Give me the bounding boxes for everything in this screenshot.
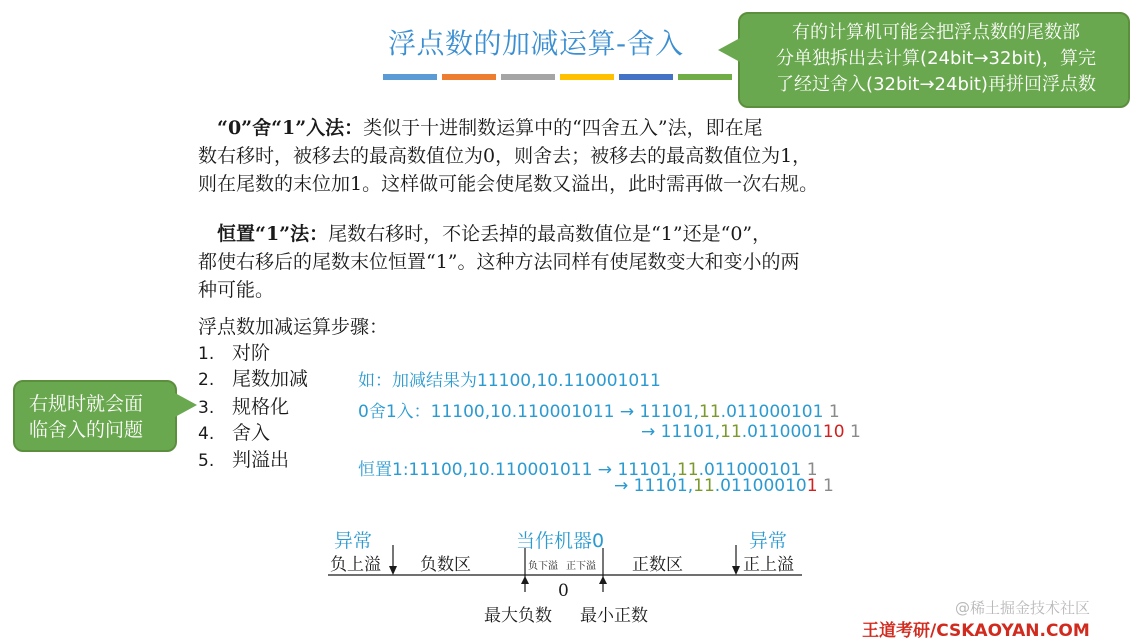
machine-zero-label: 当作机器0 [516, 530, 605, 552]
example-row-round-result [641, 422, 861, 442]
example-dropped-bit: 1 [844, 422, 861, 442]
example-dropped-bit: 1 [817, 476, 834, 496]
example-mantissa: .011000101 [698, 460, 807, 480]
step-number: 3. [198, 398, 215, 418]
callout-top-line: 有的计算机可能会把浮点数的尾数部 [792, 22, 1080, 43]
color-bar-segment [560, 74, 614, 80]
example-sign-bits: 11 [699, 402, 721, 422]
step-number: 4. [198, 424, 215, 444]
step-item [198, 445, 289, 472]
example-mantissa: .011000101 [720, 402, 829, 422]
example-changed-bits: 10 [822, 422, 845, 442]
positive-region-label: 正数区 [632, 555, 683, 575]
callout-top-line: 分单独拆出去计算(24bit→32bit)，算完 [776, 48, 1096, 69]
color-bar-segment [619, 74, 673, 80]
paragraph-always-one [198, 220, 918, 304]
example-intro: 如：加减结果为11100,10.110001011 [358, 371, 661, 391]
paragraph-round-half [198, 114, 918, 198]
arrow-right-icon: → [614, 476, 634, 496]
paragraph-text: 都使右移后的尾数末位恒置“1”。这种方法同样有使尾数变大和变小的两 [198, 251, 800, 273]
paragraph-text: 数右移时，被移去的最高数值位为0，则舍去；被移去的最高数值位为1， [198, 145, 812, 167]
example-sign-bits: 11 [676, 460, 699, 480]
step-label: 对阶 [232, 342, 271, 364]
paragraph-heading: “0”舍“1”入法： [217, 117, 364, 139]
example-sign-bits: 11 [693, 476, 715, 496]
step-label: 尾数加减 [232, 368, 309, 390]
step-item [198, 418, 270, 445]
paragraph-text: 类似于十进制数运算中的“四舍五入”法，即在尾 [363, 117, 763, 139]
abnormal-left-label: 异常 [334, 530, 373, 552]
step-label: 舍入 [232, 422, 271, 444]
step-number: 5. [198, 451, 215, 471]
example-row-force-one-result [614, 476, 834, 496]
watermark: @稀土掘金技术社区 [955, 599, 1091, 617]
callout-left [13, 380, 177, 452]
step-label: 判溢出 [232, 449, 290, 471]
color-bar-segment [442, 74, 496, 80]
color-bar-segment [501, 74, 555, 80]
paragraph-text: 尾数右移时，不论丢掉的最高数值位是“1”还是“0”， [328, 223, 772, 245]
example-changed-bits: 1 [806, 476, 818, 496]
callout-top [738, 12, 1130, 108]
example-exponent: 11101, [633, 476, 694, 496]
callout-left-line: 临舍入的问题 [29, 419, 144, 441]
example-exponent: 11101, [660, 422, 721, 442]
example-sign-bits: 11 [720, 422, 742, 442]
slide-title: 浮点数的加减运算-舍入 [388, 27, 684, 60]
steps-title: 浮点数加减运算步骤： [198, 316, 389, 338]
example-dropped-bit: 1 [806, 460, 818, 480]
max-negative-label: 最大负数 [484, 606, 552, 626]
paragraph-text: 种可能。 [198, 279, 275, 301]
negative-region-label: 负数区 [420, 555, 471, 575]
negative-underflow-label: 负下溢 [528, 561, 558, 572]
color-bar-segment [678, 74, 732, 80]
arrow-right-icon: → [641, 422, 661, 442]
step-item [198, 392, 289, 419]
example-exponent: 11101, [639, 402, 700, 422]
example-mantissa: .01100010 [714, 476, 807, 496]
zero-label: 0 [558, 581, 569, 601]
step-item [198, 364, 308, 391]
example-label: 0舍1入：11100,10.110001011 → [358, 402, 640, 422]
negative-overflow-label: 负上溢 [330, 555, 381, 575]
brand-footer: 王道考研/CSKAOYAN.COM [862, 621, 1090, 641]
example-exponent: 11101, [617, 460, 677, 480]
callout-left-line: 右规时就会面 [29, 393, 144, 415]
step-label: 规格化 [232, 396, 290, 418]
example-row-round [358, 397, 840, 422]
step-item [198, 338, 270, 365]
abnormal-right-label: 异常 [749, 530, 788, 552]
color-bar-segment [383, 74, 437, 80]
paragraph-text: 则在尾数的末位加1。这样做可能会使尾数又溢出，此时需再做一次右规。 [198, 173, 819, 195]
positive-overflow-label: 正上溢 [743, 555, 794, 575]
min-positive-label: 最小正数 [580, 606, 648, 626]
step-number: 2. [198, 370, 215, 390]
paragraph-heading: 恒置“1”法： [217, 223, 329, 245]
example-label: 恒置1:11100,10.110001011 → [358, 460, 618, 480]
callout-top-line: 了经过舍入(32bit→24bit)再拼回浮点数 [776, 74, 1096, 95]
step-number: 1. [198, 344, 215, 364]
example-mantissa: .0110001 [741, 422, 823, 442]
example-dropped-bit: 1 [828, 402, 840, 422]
positive-underflow-label: 正下溢 [566, 561, 596, 572]
